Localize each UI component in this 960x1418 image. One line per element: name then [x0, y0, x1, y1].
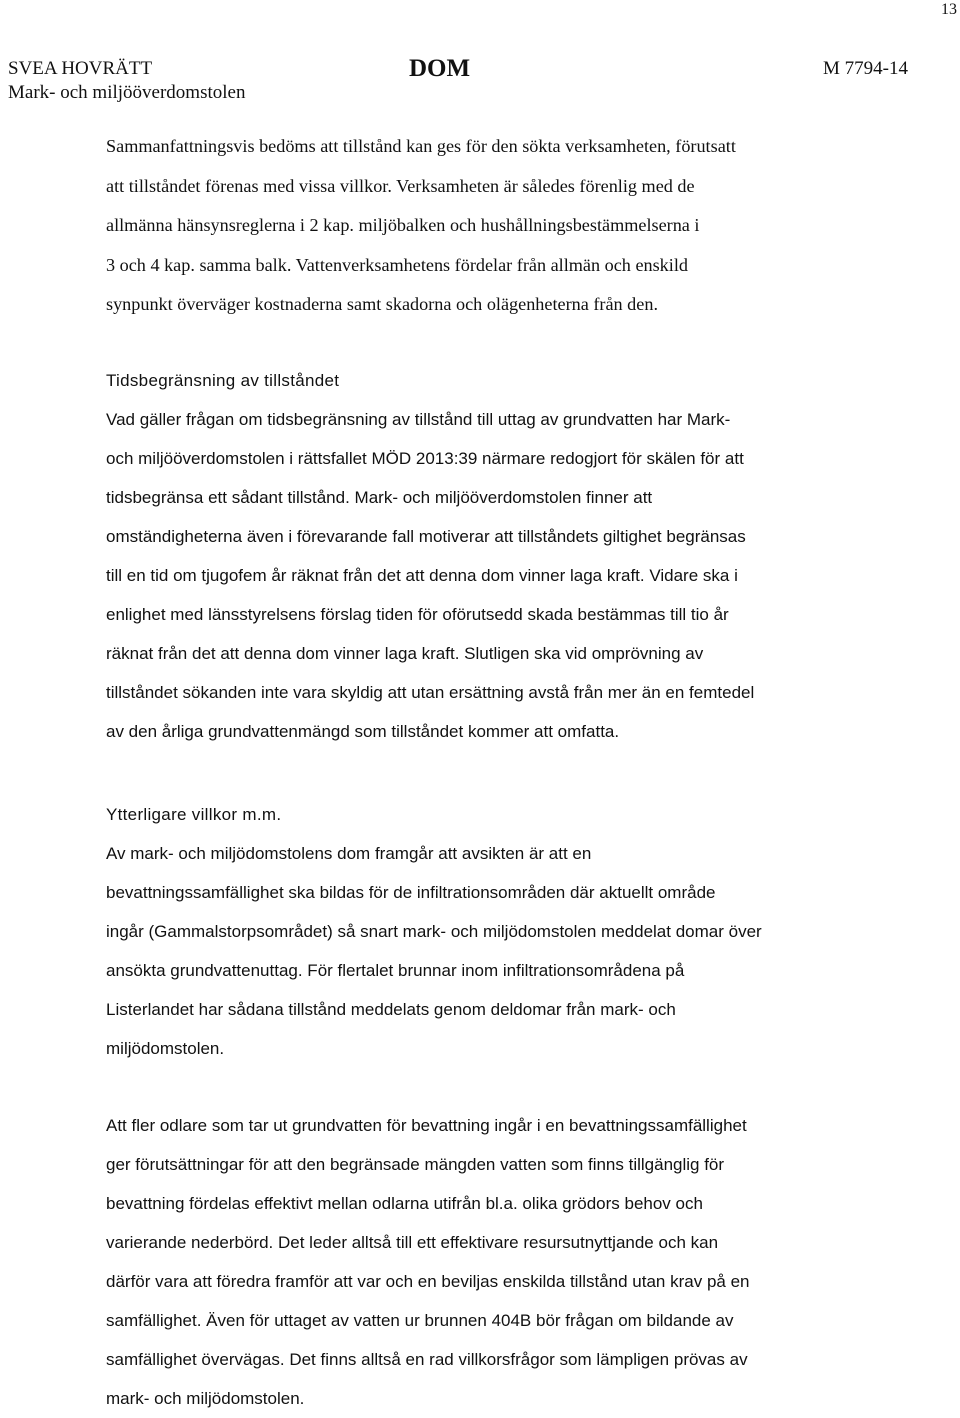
text-line: av den årliga grundvattenmängd som tillståndet kommer att omfatta. — [106, 722, 620, 741]
text-line: 3 och 4 kap. samma balk. Vattenverksamhetens fördelar från allmän och enskild — [106, 254, 688, 275]
text-line: ger förutsättningar för att den begränsade mängden vatten som finns tillgänglig för — [106, 1155, 725, 1174]
further-conditions-paragraph — [106, 834, 906, 1068]
text-line: omständigheterna även i förevarande fall motiverar att tillståndets giltighet begränsas — [106, 527, 746, 546]
department-name: Mark- och miljööverdomstolen — [8, 82, 246, 103]
text-line: ingår (Gammalstorpsområdet) så snart mark- och miljödomstolen meddelat domar över — [106, 922, 762, 941]
text-line: ansökta grundvattenuttag. För flertalet brunnar inom infiltrationsområdena på — [106, 961, 685, 980]
text-line: miljödomstolen. — [106, 1039, 225, 1058]
more-farmers-paragraph — [106, 1106, 906, 1418]
section-heading-further-conditions: Ytterligare villkor m.m. — [106, 805, 282, 824]
text-line: mark- och miljödomstolen. — [106, 1389, 305, 1408]
text-line: allmänna hänsynsreglerna i 2 kap. miljöbalken och hushållningsbestämmelserna i — [106, 215, 700, 236]
text-line: och miljööverdomstolen i rättsfallet MÖD 2013:39 närmare redogjort för skälen för att — [106, 449, 744, 468]
text-line: till en tid om tjugofem år räknat från det att denna dom vinner laga kraft. Vidare ska i — [106, 566, 738, 585]
text-line: bevattningssamfällighet ska bildas för de infiltrationsområden där aktuellt område — [106, 883, 716, 902]
text-line: samfällighet. Även för uttaget av vatten ur brunnen 404B bör frågan om bildande av — [106, 1311, 734, 1330]
text-line: enlighet med länsstyrelsens förslag tiden för oförutsedd skada bestämmas till tio år — [106, 605, 729, 624]
case-number: M 7794-14 — [823, 58, 908, 79]
text-line: Vad gäller frågan om tidsbegränsning av tillstånd till uttag av grundvatten har Mark- — [106, 410, 731, 429]
text-line: därför vara att föredra framför att var och en beviljas enskilda tillstånd utan krav på en — [106, 1272, 750, 1291]
page-number: 13 — [941, 1, 957, 18]
text-line: räknat från det att denna dom vinner laga kraft. Slutligen ska vid omprövning av — [106, 644, 704, 663]
document-type: DOM — [409, 55, 471, 82]
text-line: bevattning fördelas effektivt mellan odlarna utifrån bl.a. olika grödors behov och — [106, 1194, 703, 1213]
summary-paragraph — [106, 127, 906, 325]
text-line: synpunkt överväger kostnaderna samt skadorna och olägenheterna från den. — [106, 294, 658, 315]
text-line: Att fler odlare som tar ut grundvatten för bevattning ingår i en bevattningssamfällighet — [106, 1116, 747, 1135]
text-line: samfällighet övervägas. Det finns alltså en rad villkorsfrågor som lämpligen prövas av — [106, 1350, 748, 1369]
text-line: Listerlandet har sådana tillstånd meddelats genom deldomar från mark- och — [106, 1000, 676, 1019]
text-line: Sammanfattningsvis bedöms att tillstånd kan ges för den sökta verksamheten, förutsatt — [106, 136, 736, 156]
text-line: tillståndet sökanden inte vara skyldig att utan ersättning avstå från mer än en femtedel — [106, 683, 755, 702]
text-line: tidsbegränsa ett sådant tillstånd. Mark- och miljööverdomstolen finner att — [106, 488, 653, 507]
text-line: att tillståndet förenas med vissa villkor. Verksamheten är således förenlig med de — [106, 175, 695, 196]
text-line: Av mark- och miljödomstolens dom framgår att avsikten är att en — [106, 844, 592, 863]
section-heading-time-limit: Tidsbegränsning av tillståndet — [106, 371, 340, 390]
court-name: SVEA HOVRÄTT — [8, 58, 153, 79]
time-limit-paragraph — [106, 400, 906, 751]
text-line: varierande nederbörd. Det leder alltså till ett effektivare resursutnyttjande och kan — [106, 1233, 719, 1252]
